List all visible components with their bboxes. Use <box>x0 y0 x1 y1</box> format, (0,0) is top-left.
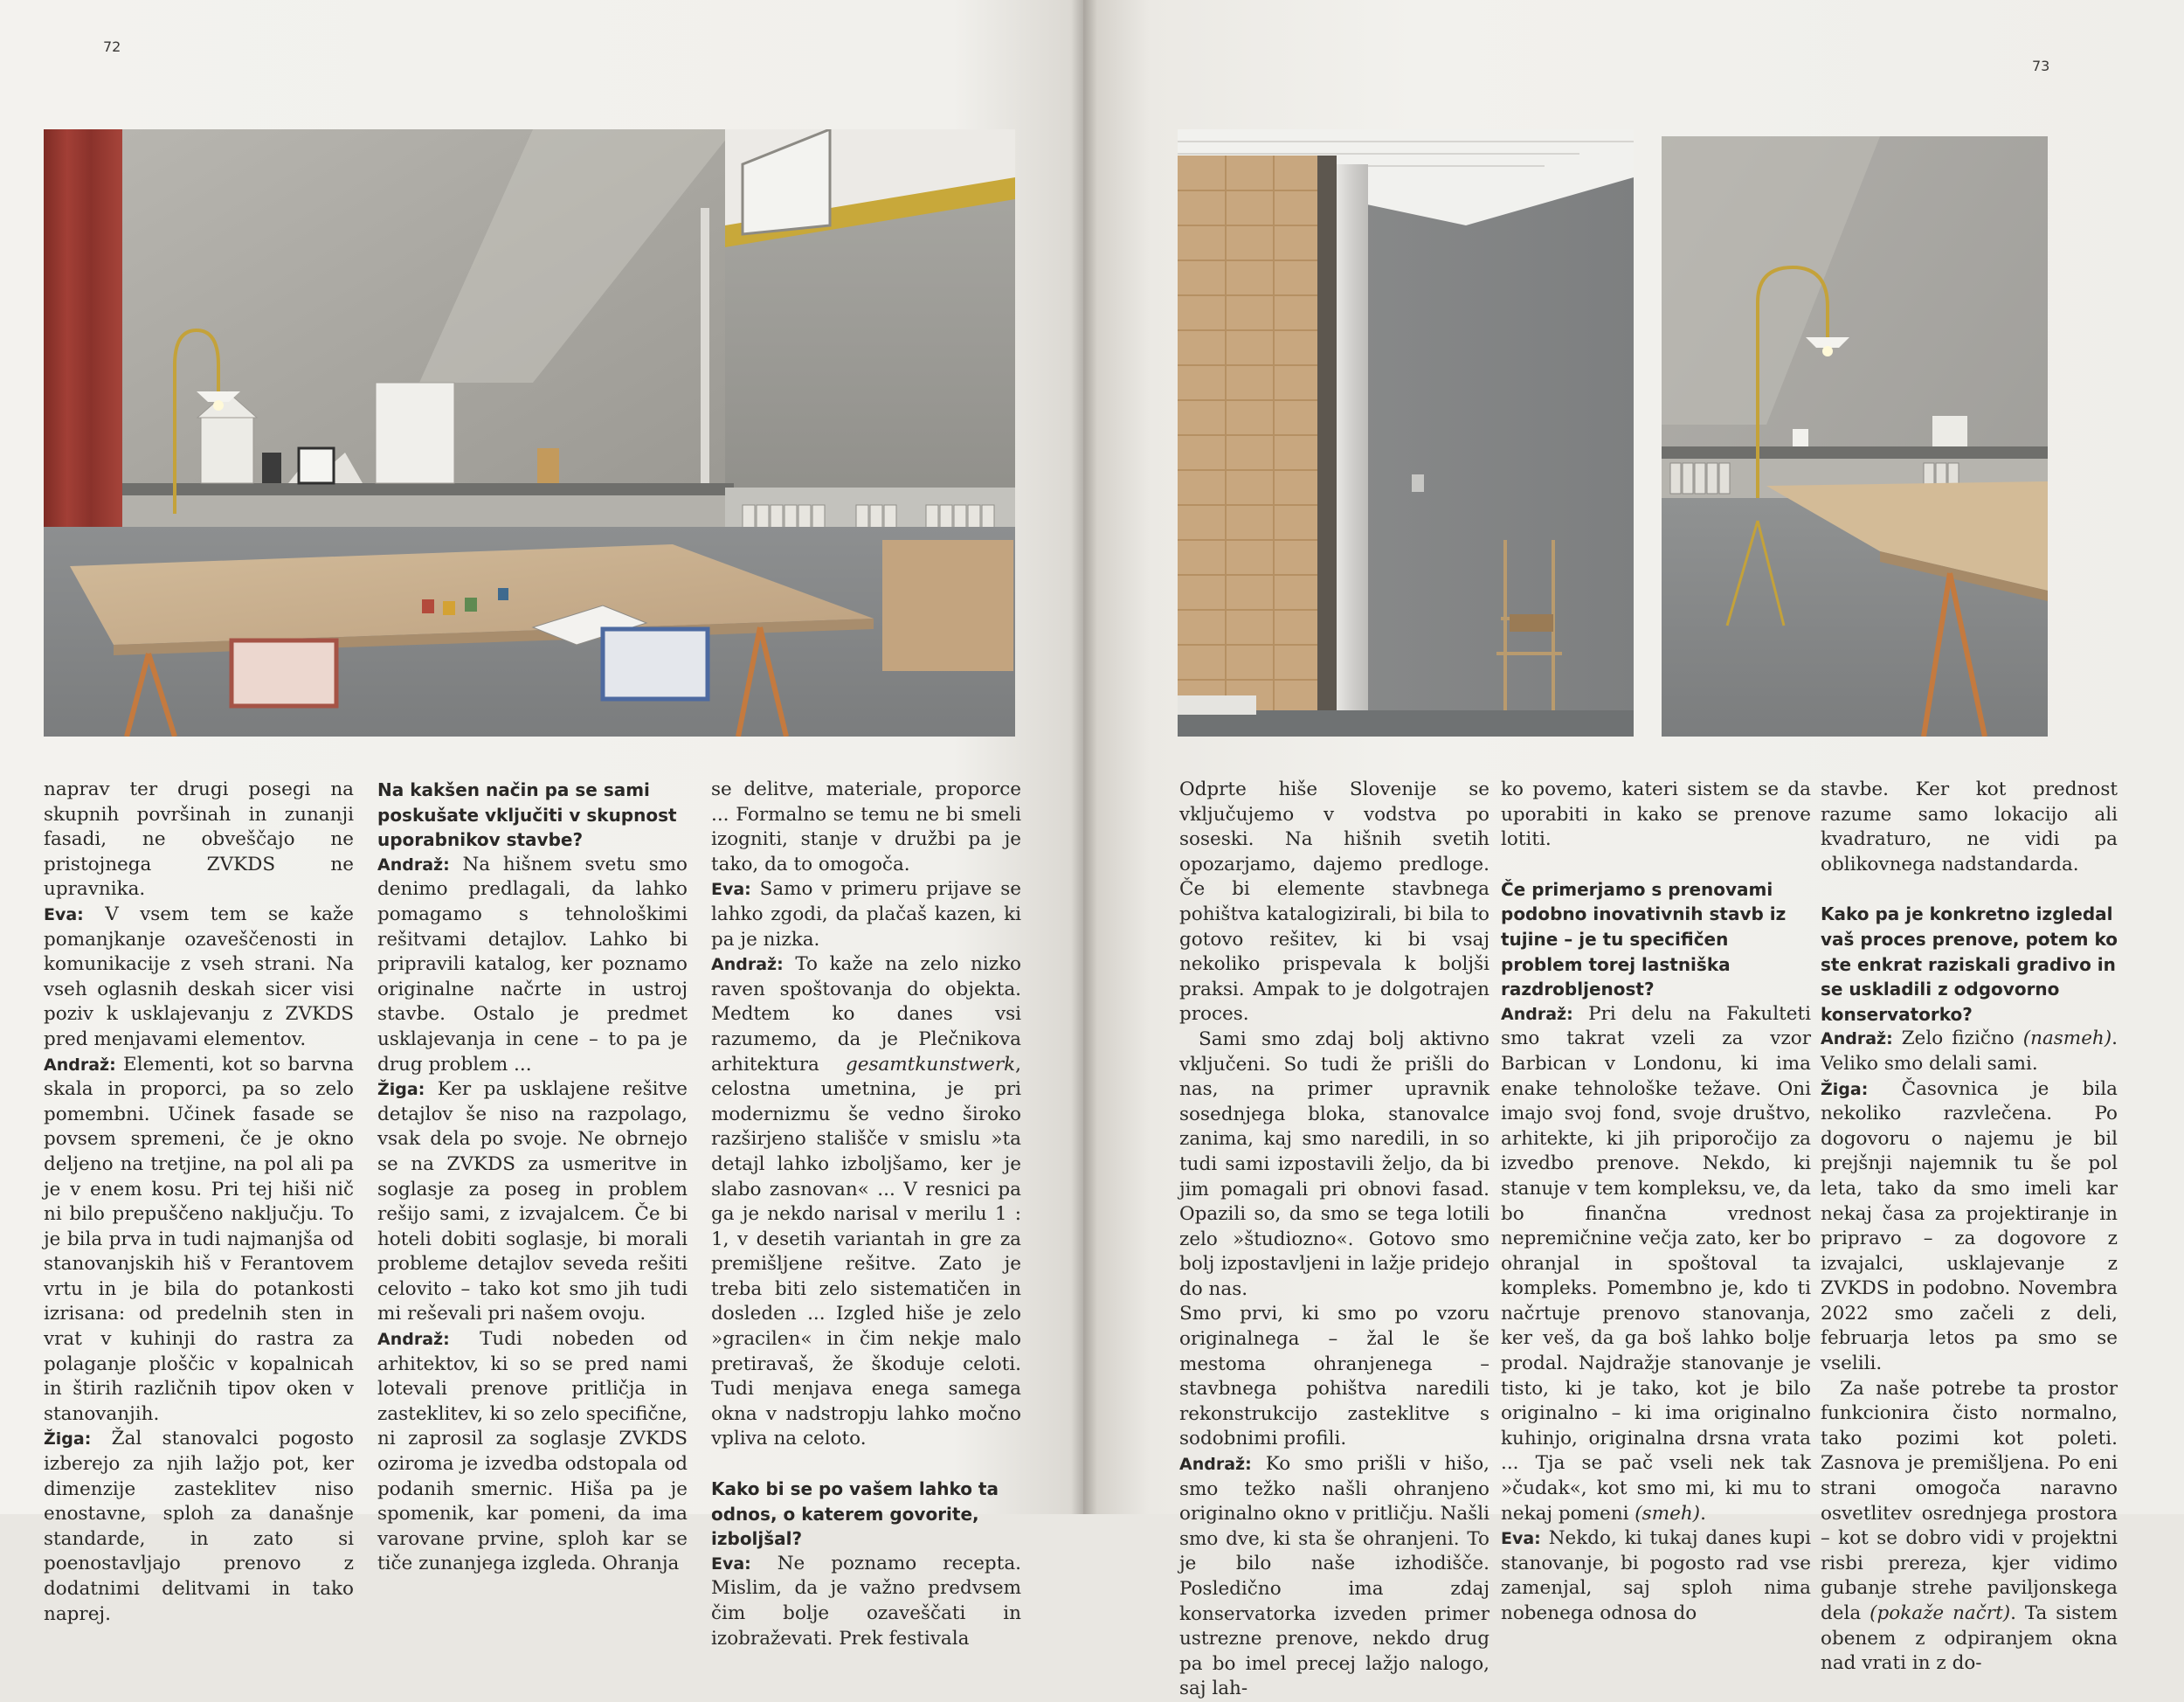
paragraph <box>711 877 1021 952</box>
paragraph <box>377 1327 688 1577</box>
speaker-name: Andraž: <box>44 1055 116 1075</box>
paragraph-text: Ne poznamo recepta. Mislim, da je važno predvsem čim bolje ozaveščati in izobraževati. Prek festivala <box>711 1552 1021 1650</box>
speaker-name: Andraž: <box>377 1330 450 1350</box>
paragraph <box>44 778 354 903</box>
emphasis-text: (nasmeh) <box>2022 1027 2112 1050</box>
paragraph-text: To kaže na zelo nizko raven spoštovanja do objekta. Medtem ko danes vsi razumemo, da je Plečnikova arhitektura <box>711 953 1021 1076</box>
paragraph-text: Časovnica je bila nekoliko razvlečena. Po dogovoru o najemu je bil prejšnji najemnik tu še pol leta, tako da smo imeli kar nekaj časa za projektiranje in pripravo – za dogovore z izvajalci, usklajevanje z ZVKDS in podobno. Novembra 2022 smo začeli z deli, februarja letos pa smo se vselili. <box>1821 1077 2118 1375</box>
speaker-name: Andraž: <box>377 854 450 875</box>
paragraph-text: Žal stanovalci pogosto izberejo za njih lažjo pot, ker dimenzije zasteklitev niso enostavne, sploh za današnje standarde, in zato si poenostavljajo prenovo z dodatnimi delitvami in tako naprej. <box>44 1428 354 1625</box>
paragraph <box>44 1053 354 1428</box>
paragraph-text-tail: . Veliko smo delali sami. <box>1821 1027 2118 1075</box>
speaker-name: Eva: <box>711 880 751 900</box>
speaker-name: Andraž: <box>1179 1455 1252 1475</box>
paragraph-text: Odprte hiše Slovenije se vključujemo v vodstva po soseski. Na hišnih svetih opozarjamo, dajemo predloge. Če bi elemente stavbnega pohištva katalogizirali, bi bila to gotovo rešitev, ki bi vsaj nekoliko prispevala k boljši praksi. Ampak to je dolgotrajen proces. <box>1179 778 1489 1026</box>
paragraph-text: Tudi nobeden od arhitektov, ki so se pred nami lotevali prenove pritličja in zasteklitev, ki so zelo specifične, ni zaprosil za soglasje ZVKDS oziroma je izvedba odstopala od podanih smernic. Hiša pa je spomenik, kar pomeni, da ima varovane prvine, sploh kar se tiče zunanjega izgleda. Ohranja <box>377 1328 688 1575</box>
paragraph-text: Nekdo, ki tukaj danes kupi stanovanje, bi pogosto rad vse zamenjal, saj sploh nima nobenega odnosa do <box>1501 1527 1811 1624</box>
paragraph-text: ko povemo, kateri sistem se da uporabiti in kako se prenove lotiti. <box>1501 778 1811 851</box>
paragraph <box>44 1427 354 1627</box>
text-column-1 <box>44 778 354 1627</box>
emphasis-text: (pokaže načrt) <box>1870 1602 2011 1624</box>
interview-question: Če primerjamo s prenovami podobno inovativnih stavb iz tujine – je tu specifičen problem torej lastniška razdrobljenost? <box>1501 878 1787 1000</box>
paragraph-text: Smo prvi, ki smo po vzoru originalnega – žal le še mestoma ohranjenega – stavbnega pohištva naredili rekonstrukcijo zasteklitve s sodobnimi profili. <box>1179 1303 1489 1450</box>
paragraph <box>1501 778 1811 853</box>
paragraph-text: Sami smo zdaj bolj aktivno vključeni. So tudi že prišli do nas, na primer upravnik sosednjega bloka, stanovalce zanima, kaj smo naredili, in so tudi sami izpostavili željo, da bi jim pomagali pri obnovi fasad. Opazili so, da smo se tega lotili zelo »študiozno«. Gotovo smo bolj izpostavljeni in lažje pridejo do nas. <box>1179 1027 1489 1300</box>
speaker-name: Eva: <box>1501 1529 1541 1549</box>
speaker-name: Žiga: <box>44 1429 92 1449</box>
paragraph <box>1179 1027 1489 1303</box>
interview-question: Kako bi se po vašem lahko ta odnos, o katerem govorite, izboljšal? <box>711 1478 999 1550</box>
speaker-name: Žiga: <box>377 1080 425 1100</box>
paragraph-text: Za naše potrebe ta prostor funkcionira čisto normalno, tako pozimi kot poleti. Zasnova je premišljena. Po eni strani omogoča naravno osvetlitev osrednjega prostora – kot se dobro vidi v projektni risbi prereza, kjer vidimo gubanje strehe paviljonskega dela <box>1821 1377 2118 1624</box>
text-column-2 <box>377 778 688 1577</box>
emphasis-text: gesamtkunstwerk <box>845 1053 1016 1076</box>
paragraph-text-tail: . <box>1700 1502 1706 1525</box>
paragraph-text: se delitve, materiale, proporce ... Formalno se temu ne bi smeli izogniti, stanje v družbi pa je tako, da to omogoča. <box>711 778 1021 875</box>
book-gutter <box>1071 0 1097 1514</box>
paragraph <box>1821 778 2118 877</box>
paragraph <box>377 853 688 1077</box>
lamp-and-table-photo <box>1662 136 2048 737</box>
paragraph <box>44 903 354 1053</box>
paragraph <box>377 1077 688 1327</box>
paragraph-text-tail: . Ta sistem obenem z odpiranjem okna nad vrati in z do- <box>1821 1602 2118 1675</box>
paragraph-text: Na hišnem svetu smo denimo predlagali, da lahko pomagamo s tehnološkimi rešitvami detajlov. Lahko bi pripravili katalog, ker poznamo originalne načrte in ustroj stavbe. Ostalo je predmet usklajevanja in cene – to pa je drug problem ... <box>377 853 688 1076</box>
paragraph <box>711 778 1021 877</box>
studio-interior-photo <box>44 129 1015 737</box>
paragraph-text: naprav ter drugi posegi na skupnih površinah in zunanji fasadi, ne obveščajo ne pristojnega ZVKDS ne upravnika. <box>44 778 354 901</box>
emphasis-text: (smeh) <box>1635 1502 1701 1525</box>
paragraph-text: Elementi, kot so barvna skala in proporci, pa so zelo pomembni. Učinek fasade se povsem spremeni, če je okno deljeno na tretjine, na pol ali pa je v enem kosu. Pri tej hiši nič ni bilo prepuščeno naključju. To je bila prva in tudi najmanjša od stanovanjskih hiš v Ferantovem vrtu in je bila do potankosti izrisana: od predelnih sten in vrat v kuhinji do rastra za polaganje ploščic v kopalnicah in štirih različnih tipov oken v stanovanjih. <box>44 1053 354 1425</box>
speaker-name: Eva: <box>711 1553 751 1574</box>
speaker-name: Andraž: <box>1501 1004 1573 1024</box>
text-column-4 <box>1179 778 1489 1702</box>
paragraph <box>1501 1526 1811 1626</box>
paragraph-text: Samo v primeru prijave se lahko zgodi, da plačaš kazen, ki pa je nizka. <box>711 878 1021 951</box>
paragraph <box>1179 1452 1489 1702</box>
speaker-name: Andraž: <box>1821 1029 1893 1049</box>
text-column-3 <box>711 778 1021 1651</box>
paragraph-text: Zelo fizično <box>1892 1027 2023 1050</box>
paragraph-text: stavbe. Ker kot prednost razume samo lokacijo ali kvadraturo, ne vidi pa oblikovnega nadstandarda. <box>1821 778 2118 875</box>
paragraph <box>1179 778 1489 1027</box>
paragraph-text: Pri delu na Fakulteti smo takrat vzeli za vzor Barbican v Londonu, ki ima enake tehnološke težave. Oni imajo svoj fond, svoje društvo, arhitekte, ki jih priporočijo za izvedbo prenove. Nekdo, ki stanuje v tem kompleksu, ve, da bo finančna vrednost nepremičnine večja zato, ker bo ohranjal in spoštoval ta kompleks. Pomembno je, kdo ti načrtuje prenovo stanovanja, ker veš, da ga boš lahko bolje prodal. Najdražje stanovanje je tisto, ki je tako, kot je bilo originalno – ki ima originalno kuhinjo, originalna drsna vrata ... Tja se pač vseli nek tak »čudak«, kot smo mi, ki mu to nekaj pomeni <box>1501 1002 1811 1525</box>
paragraph <box>1501 1002 1811 1526</box>
speaker-name: Eva: <box>44 904 84 924</box>
text-column-5 <box>1501 778 1811 1627</box>
page-number-left: 72 <box>103 38 121 55</box>
paragraph <box>1821 1027 2118 1076</box>
page-number-right: 73 <box>2032 58 2050 74</box>
paragraph-text: Ko smo prišli v hišo, smo težko našli ohranjeno originalno okno v pritličju. Našli smo dve, ki sta še ohranjeni. To je bilo naše izhodišče. Posledično ima zdaj konservatorka izveden primer ustrezne prenove, nekdo drug pa bo imel precej lažjo nalogo, saj lah- <box>1179 1453 1489 1700</box>
paragraph-text-tail: , celostna umetnina, je pri modernizmu še vedno široko razširjeno stališče v smislu »ta detajl lahko izboljšamo, ker je slabo zasnovan« ... V resnici pa ga je nekdo narisal v merilu 1 : 1, v desetih variantah in gre za premišljene rešitve. Zato je treba biti zelo sistematičen in dosleden ... Izgled hiše je zelo »gracilen« in čim nekje malo pretiravaš, že škoduje celoti. Tudi menjava enega samega okna v nadstropju lahko močno vpliva na celoto. <box>711 1053 1021 1450</box>
speaker-name: Andraž: <box>711 955 784 975</box>
paragraph <box>1821 1077 2118 1377</box>
text-column-6 <box>1821 778 2118 1677</box>
paragraph <box>1179 1302 1489 1452</box>
speaker-name: Žiga: <box>1821 1079 1869 1099</box>
paragraph <box>711 1552 1021 1651</box>
paragraph <box>1821 1377 2118 1677</box>
paragraph <box>711 952 1021 1452</box>
wall-and-chair-photo <box>1178 129 1634 737</box>
interview-question: Kako pa je konkretno izgledal vaš proces prenove, potem ko ste enkrat raziskali gradivo in se uskladili z odgovorno konservatorko? <box>1821 903 2118 1025</box>
paragraph-text: Ker pa usklajene rešitve detajlov še niso na razpolago, vsak dela po svoje. Ne obrnejo se na ZVKDS za usmeritve in soglasje za poseg in problem rešijo sami, z izvajalcem. Če bi hoteli dobiti soglasje, bi morali probleme detajlov seveda rešiti celovito – tako kot smo jih tudi mi reševali pri našem ovoju. <box>377 1078 688 1325</box>
paragraph-text: V vsem tem se kaže pomanjkanje ozaveščenosti in komunikacije z vseh strani. Na vseh oglasnih deskah sicer visi poziv k usklajevanju z ZVKDS pred menjavami elementov. <box>44 903 354 1050</box>
interview-question: Na kakšen način pa se sami poskušate vključiti v skupnost uporabnikov stavbe? <box>377 779 677 851</box>
